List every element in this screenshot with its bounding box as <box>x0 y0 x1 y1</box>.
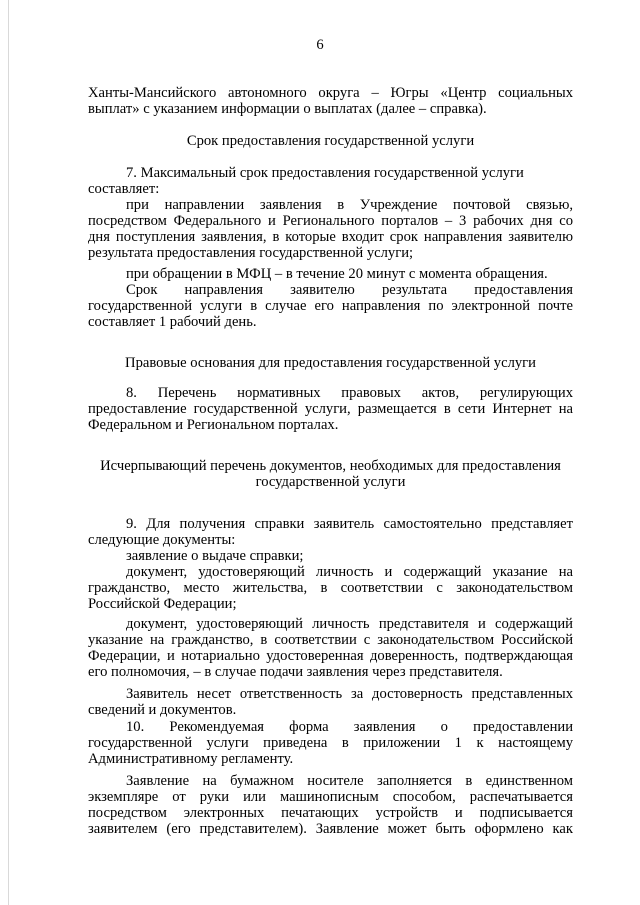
paragraph-line: результата предоставления государственной услуги; <box>88 245 414 261</box>
section-heading: Срок предоставления государственной услуги <box>186 133 475 149</box>
paragraph-line: Срок направления заявителю результата предоставления <box>126 282 573 298</box>
paragraph-line: следующие документы: <box>88 532 236 548</box>
paragraph-line: документ, удостоверяющий личность представителя и содержащий <box>126 616 573 632</box>
paragraph-line: заявление о выдаче справки; <box>126 548 304 564</box>
paragraph-line: Российской Федерации; <box>88 596 237 612</box>
section-heading: государственной услуги <box>255 474 406 490</box>
paragraph-line: сведений и документов. <box>88 702 237 718</box>
paragraph-line: гражданство, место жительства, в соответствии с законодательством <box>88 580 573 596</box>
page-number: 6 <box>316 37 324 53</box>
paragraph-line: его полномочия, – в случае подачи заявления через представителя. <box>88 664 503 680</box>
scan-edge <box>8 0 9 905</box>
paragraph-line: Ханты-Мансийского автономного округа – Югры «Центр социальных <box>88 85 573 101</box>
paragraph-line: предоставление государственной услуги, размещается в сети Интернет на <box>88 401 573 417</box>
paragraph-line: составляет 1 рабочий день. <box>88 314 257 330</box>
paragraph-line: Административному регламенту. <box>88 751 294 767</box>
paragraph-line: 10. Рекомендуемая форма заявления о предоставлении <box>126 719 573 735</box>
paragraph-line: Федерации, и нотариально удостоверенная доверенность, подтверждающая <box>88 648 573 664</box>
paragraph-line: Заявление на бумажном носителе заполняется в единственном <box>126 773 573 789</box>
paragraph-line: государственной услуги приведена в приложении 1 к настоящему <box>88 735 573 751</box>
paragraph-line: 9. Для получения справки заявитель самостоятельно представляет <box>126 516 573 532</box>
paragraph-line: посредством Федерального и Регионального порталов – 3 рабочих дня со <box>88 213 573 229</box>
paragraph-line: дня поступления заявления, в которые входит срок направления заявителю <box>88 229 573 245</box>
paragraph-line: выплат» с указанием информации о выплатах (далее – справка). <box>88 101 487 117</box>
paragraph-line: 8. Перечень нормативных правовых актов, регулирующих <box>126 385 573 401</box>
section-heading: Исчерпывающий перечень документов, необходимых для предоставления <box>100 458 561 474</box>
paragraph-line: составляет: <box>88 181 160 197</box>
paragraph-line: заявителем (его представителем). Заявление может быть оформлено как <box>88 821 573 837</box>
paragraph-line: Федеральном и Региональном порталах. <box>88 417 339 433</box>
paragraph-line: документ, удостоверяющий личность и содержащий указание на <box>126 564 573 580</box>
paragraph-line: при направлении заявления в Учреждение почтовой связью, <box>126 197 573 213</box>
paragraph-line: 7. Максимальный срок предоставления государственной услуги <box>126 165 524 181</box>
paragraph-line: экземпляре от руки или машинописным способом, распечатывается <box>88 789 573 805</box>
paragraph-line: указание на гражданство, в соответствии с законодательством Российской <box>88 632 573 648</box>
paragraph-line: при обращении в МФЦ – в течение 20 минут с момента обращения. <box>126 266 548 282</box>
paragraph-line: посредством электронных печатающих устройств и подписывается <box>88 805 573 821</box>
section-heading: Правовые основания для предоставления государственной услуги <box>125 355 536 371</box>
paragraph-line: государственной услуги в случае его направления по электронной почте <box>88 298 573 314</box>
paragraph-line: Заявитель несет ответственность за достоверность представленных <box>126 686 573 702</box>
